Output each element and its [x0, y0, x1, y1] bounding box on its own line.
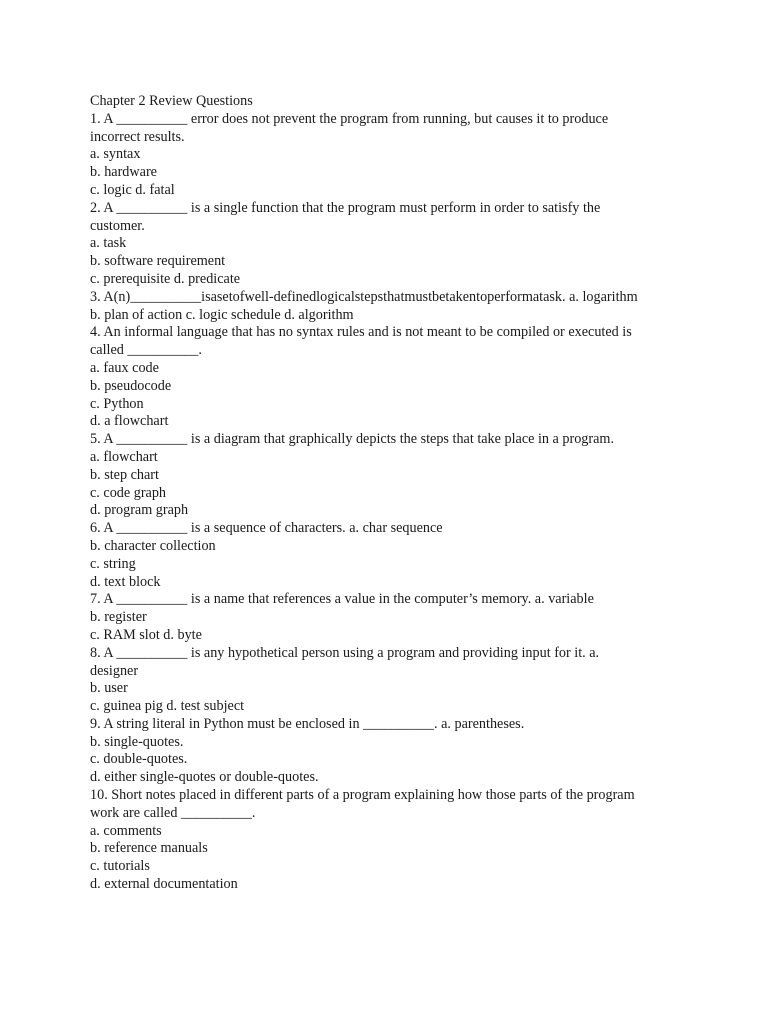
document-line: c. RAM slot d. byte — [90, 626, 202, 643]
document-line: d. program graph — [90, 502, 189, 519]
document-line: 8. A __________ is any hypothetical person using a program and providing input for it. a. — [90, 644, 600, 661]
document-line: b. pseudocode — [90, 377, 172, 394]
document-line: a. faux code — [90, 359, 159, 376]
document-line: work are called __________. — [90, 804, 256, 821]
document-line: 5. A __________ is a diagram that graphically depicts the steps that take place in a program. — [90, 431, 615, 448]
document-line: b. character collection — [90, 537, 216, 554]
document-line: 9. A string literal in Python must be enclosed in __________. a. parentheses. — [90, 715, 525, 732]
document-line: b. plan of action c. logic schedule d. algorithm — [90, 306, 354, 323]
document-line: d. external documentation — [90, 876, 238, 893]
document-line: d. a flowchart — [90, 413, 169, 430]
document-line: c. code graph — [90, 484, 167, 501]
document-line: 3. A(n)__________isasetofwell-definedlogicalstepsthatmustbetakentoperformatask. a. logarithm — [90, 288, 638, 305]
document-line: b. single-quotes. — [90, 733, 184, 750]
document-line: a. comments — [90, 822, 162, 839]
document-line: b. register — [90, 609, 147, 626]
document-line: 2. A __________ is a single function that the program must perform in order to satisfy the — [90, 199, 601, 216]
document-line: b. step chart — [90, 466, 159, 483]
question-list — [90, 111, 680, 894]
document-line: c. tutorials — [90, 858, 150, 875]
document-line: incorrect results. — [90, 128, 185, 145]
document-line: customer. — [90, 217, 145, 234]
document-line: b. software requirement — [90, 253, 226, 270]
document-line: a. task — [90, 235, 127, 252]
document-line: c. logic d. fatal — [90, 181, 175, 198]
document-line: c. Python — [90, 395, 144, 412]
document-title: Chapter 2 Review Questions — [90, 93, 253, 109]
document-line: a. flowchart — [90, 448, 158, 465]
document-line: designer — [90, 662, 139, 679]
document-line: a. syntax — [90, 146, 141, 163]
document-line: 1. A __________ error does not prevent the program from running, but causes it to produce — [90, 110, 609, 127]
document-line: 10. Short notes placed in different parts of a program explaining how those parts of the program — [90, 787, 635, 804]
document-line: b. hardware — [90, 164, 157, 181]
document-line: c. guinea pig d. test subject — [90, 698, 245, 715]
document-line: c. prerequisite d. predicate — [90, 270, 241, 287]
document-line: b. user — [90, 680, 128, 697]
document-line: called __________. — [90, 342, 202, 359]
document-line: 4. An informal language that has no syntax rules and is not meant to be compiled or executed is — [90, 324, 632, 341]
document-line: d. either single-quotes or double-quotes. — [90, 769, 319, 786]
document-body — [90, 93, 680, 894]
document-line: b. reference manuals — [90, 840, 208, 857]
document-line: c. double-quotes. — [90, 751, 188, 768]
document-line: 6. A __________ is a sequence of characters. a. char sequence — [90, 520, 443, 537]
document-line: c. string — [90, 555, 136, 572]
document-line: d. text block — [90, 573, 161, 590]
document-line: 7. A __________ is a name that references a value in the computer’s memory. a. variable — [90, 591, 594, 608]
